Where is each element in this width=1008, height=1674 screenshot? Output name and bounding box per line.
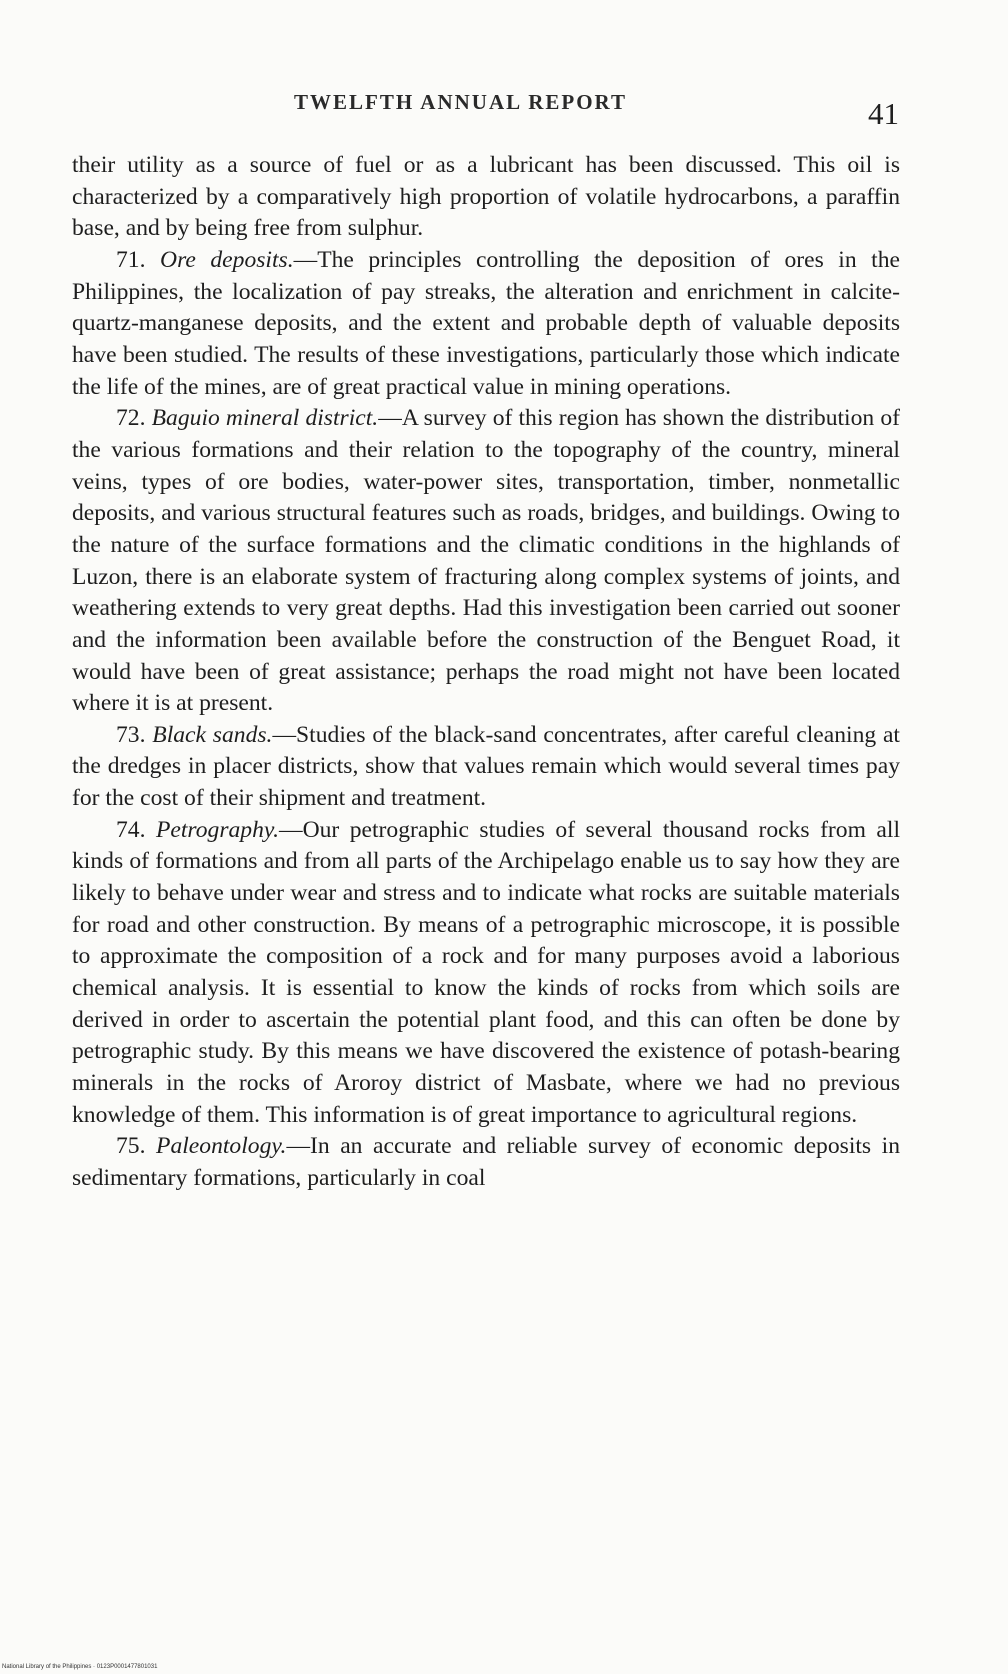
section-heading: Black sands. — [152, 721, 273, 748]
section-73 — [72, 720, 900, 815]
intro-paragraph: their utility as a source of fuel or as a lubricant has been discussed. This oil is characterized by a comparatively high proportion of volatile hydrocarbons, a paraffin base, and by being free from sulphur. — [72, 152, 900, 242]
section-heading: Baguio mineral district. — [151, 405, 379, 432]
section-74 — [72, 815, 900, 1132]
section-heading: Paleontology. — [156, 1133, 287, 1160]
section-heading: Petrography. — [155, 816, 279, 843]
section-number: 73. — [116, 721, 146, 748]
section-number: 74. — [116, 816, 146, 843]
section-text: —In an accurate and reliable survey of economic deposits in sedimentary formations, particularly in coal — [72, 1133, 900, 1191]
footer-credit: National Library of the Philippines · 0123P0001477801031 — [2, 1664, 158, 1670]
section-text: —The principles controlling the deposition of ores in the Philippines, the localization of pay streaks, the alteration and enrichment in calcite-quartz-manganese deposits, and the extent and probable depth of valuable deposits have been studied. The results of these investigations, particularly those which indicate the life of the mines, are of great practical value in mining operations. — [72, 246, 900, 400]
section-75 — [72, 1131, 900, 1194]
running-head: TWELFTH ANNUAL REPORT — [294, 90, 627, 114]
body-text — [72, 150, 900, 1195]
section-number: 72. — [116, 405, 146, 432]
section-72 — [72, 403, 900, 720]
section-text: —A survey of this region has shown the distribution of the various formations and their relation to the topography of the country, mineral veins, types of ore bodies, water-power sites, transportation, timber, nonmetallic deposits, and various structural features such as roads, bridges, and buildings. Owing to the nature of the surface formations and the climatic conditions in the highlands of Luzon, there is an elaborate system of fracturing along complex systems of joints, and weathering extends to very great depths. Had this investigation been carried out sooner and the information been available before the construction of the Benguet Road, it would have been of great assistance; perhaps the road might not have been located where it is at present. — [72, 405, 900, 717]
section-text: —Our petrographic studies of several thousand rocks from all kinds of formations and from all parts of the Archipelago enable us to say how they are likely to behave under wear and stress and to indicate what rocks are suitable materials for road and other construction. By means of a petrographic microscope, it is possible to approximate the composition of a rock and for many purposes avoid a laborious chemical analysis. It is essential to know the kinds of rocks from which soils are derived in order to ascertain the potential plant food, and this can often be done by petrographic study. By this means we have discovered the existence of potash-bearing minerals in the rocks of Aroroy district of Masbate, where we had no previous knowledge of them. This information is of great importance to agricultural regions. — [72, 816, 900, 1128]
section-number: 71. — [116, 246, 146, 273]
section-heading: Ore deposits. — [160, 246, 294, 273]
section-number: 75. — [116, 1133, 146, 1160]
section-71 — [72, 245, 900, 403]
page-number: 41 — [868, 96, 899, 131]
section-text: —Studies of the black-sand concentrates, after careful cleaning at the dredges in placer districts, show that values remain which would several times pay for the cost of their shipment and treatment. — [72, 721, 900, 812]
